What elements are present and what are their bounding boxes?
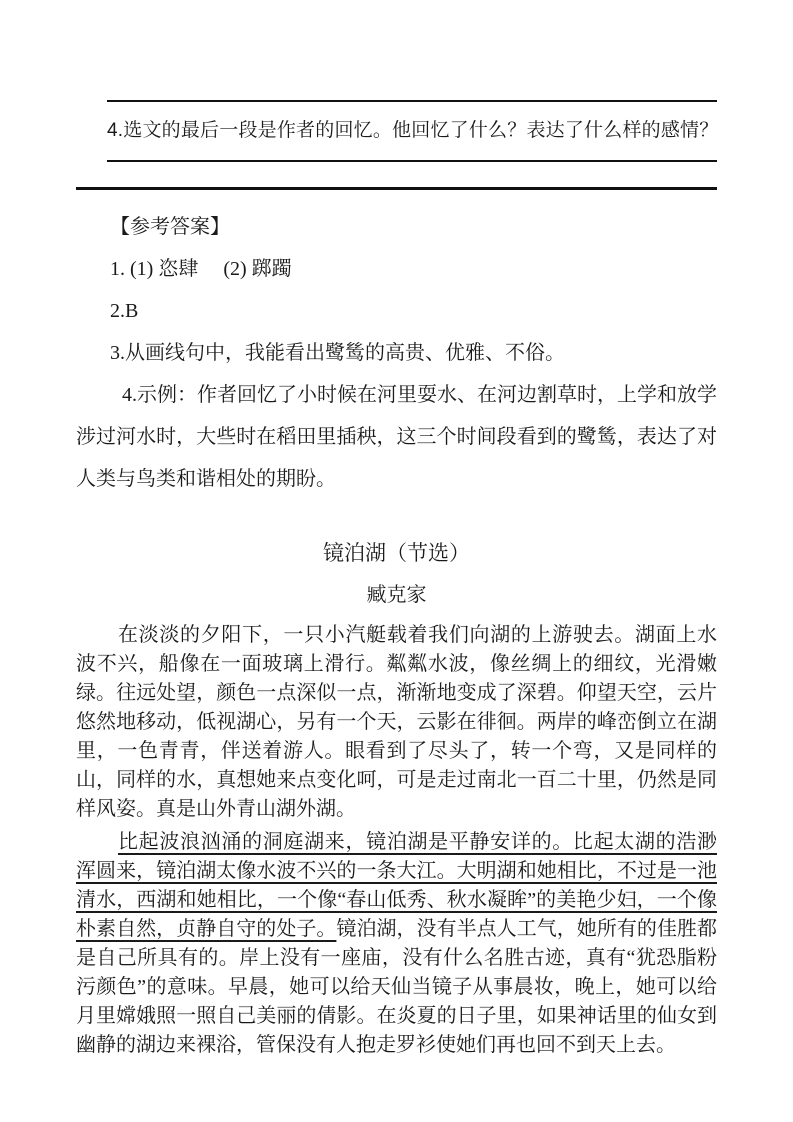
answer-key-section xyxy=(76,206,717,500)
answer-item-3: 3.从画线句中，我能看出鹭鸶的高贵、优雅、不俗。 xyxy=(110,341,565,364)
answer-blank-line-bottom xyxy=(107,160,717,162)
answer-key-header: 【参考答案】 xyxy=(110,215,230,238)
paragraph-2-rest: 镜泊湖，没有半点人工气，她所有的佳胜都是自己所具有的。岸上没有一座庙，没有什么名胜古迹，真有“犹恐脂粉污颜色”的意味。早晨，她可以给天仙当镜子从事晨妆，晚上，她可以给月里嫦娥照一照自己美丽的倩影。在炎夏的日子里，如果神话里的仙女到幽静的湖边来裸浴，管保没有人抱走罗衫使她们再也回不到天上去。 xyxy=(76,917,718,1056)
page-content xyxy=(76,0,717,1060)
answer-item-1: 1. (1) 恣肆 (2) 踯躅 xyxy=(110,257,292,280)
question-section xyxy=(76,0,717,190)
question-4-text: 4.选文的最后一段是作者的回忆。他回忆了什么？表达了什么样的感情？ xyxy=(107,120,719,141)
essay-author: 臧克家 xyxy=(366,583,427,606)
essay-paragraph-2 xyxy=(76,828,717,1060)
answer-item-2: 2.B xyxy=(110,299,139,322)
underlined-passage: 比起波浪汹涌的洞庭湖来，镜泊湖是平静安详的。比起太湖的浩渺浑圆来，镜泊湖太像水波不兴的一条大江。大明湖和她相比，不过是一池清水，西湖和她相比，一个像“春山低秀、秋水凝眸”的美艳少妇，一个像朴素自然，贞静自守的处子。 xyxy=(76,830,717,940)
essay-paragraph-1: 在淡淡的夕阳下，一只小汽艇载着我们向湖的上游驶去。湖面上水波不兴，船像在一面玻璃上滑行。粼粼水波，像丝绸上的细纹，光滑嫩绿。往远处望，颜色一点深似一点，渐渐地变成了深碧。仰望天空，云片悠然地移动，低视湖心，另有一个天，云影在徘徊。两岸的峰峦倒立在湖里，一色青青，伴送着游人。眼看到了尽头了，转一个弯，又是同样的山，同样的水，真想她来点变化呵，可是走过南北一百二十里，仍然是同样风姿。真是山外青山湖外湖。 xyxy=(76,623,717,820)
essay-title: 镜泊湖（节选） xyxy=(323,541,470,565)
essay-section xyxy=(76,539,717,1060)
section-divider-rule xyxy=(76,187,717,190)
answer-item-4: 4.示例：作者回忆了小时候在河里耍水、在河边割草时，上学和放学涉过河水时，大些时在稻田里插秧，这三个时间段看到的鹭鸶，表达了对人类与鸟类和谐相处的期盼。 xyxy=(76,383,717,490)
